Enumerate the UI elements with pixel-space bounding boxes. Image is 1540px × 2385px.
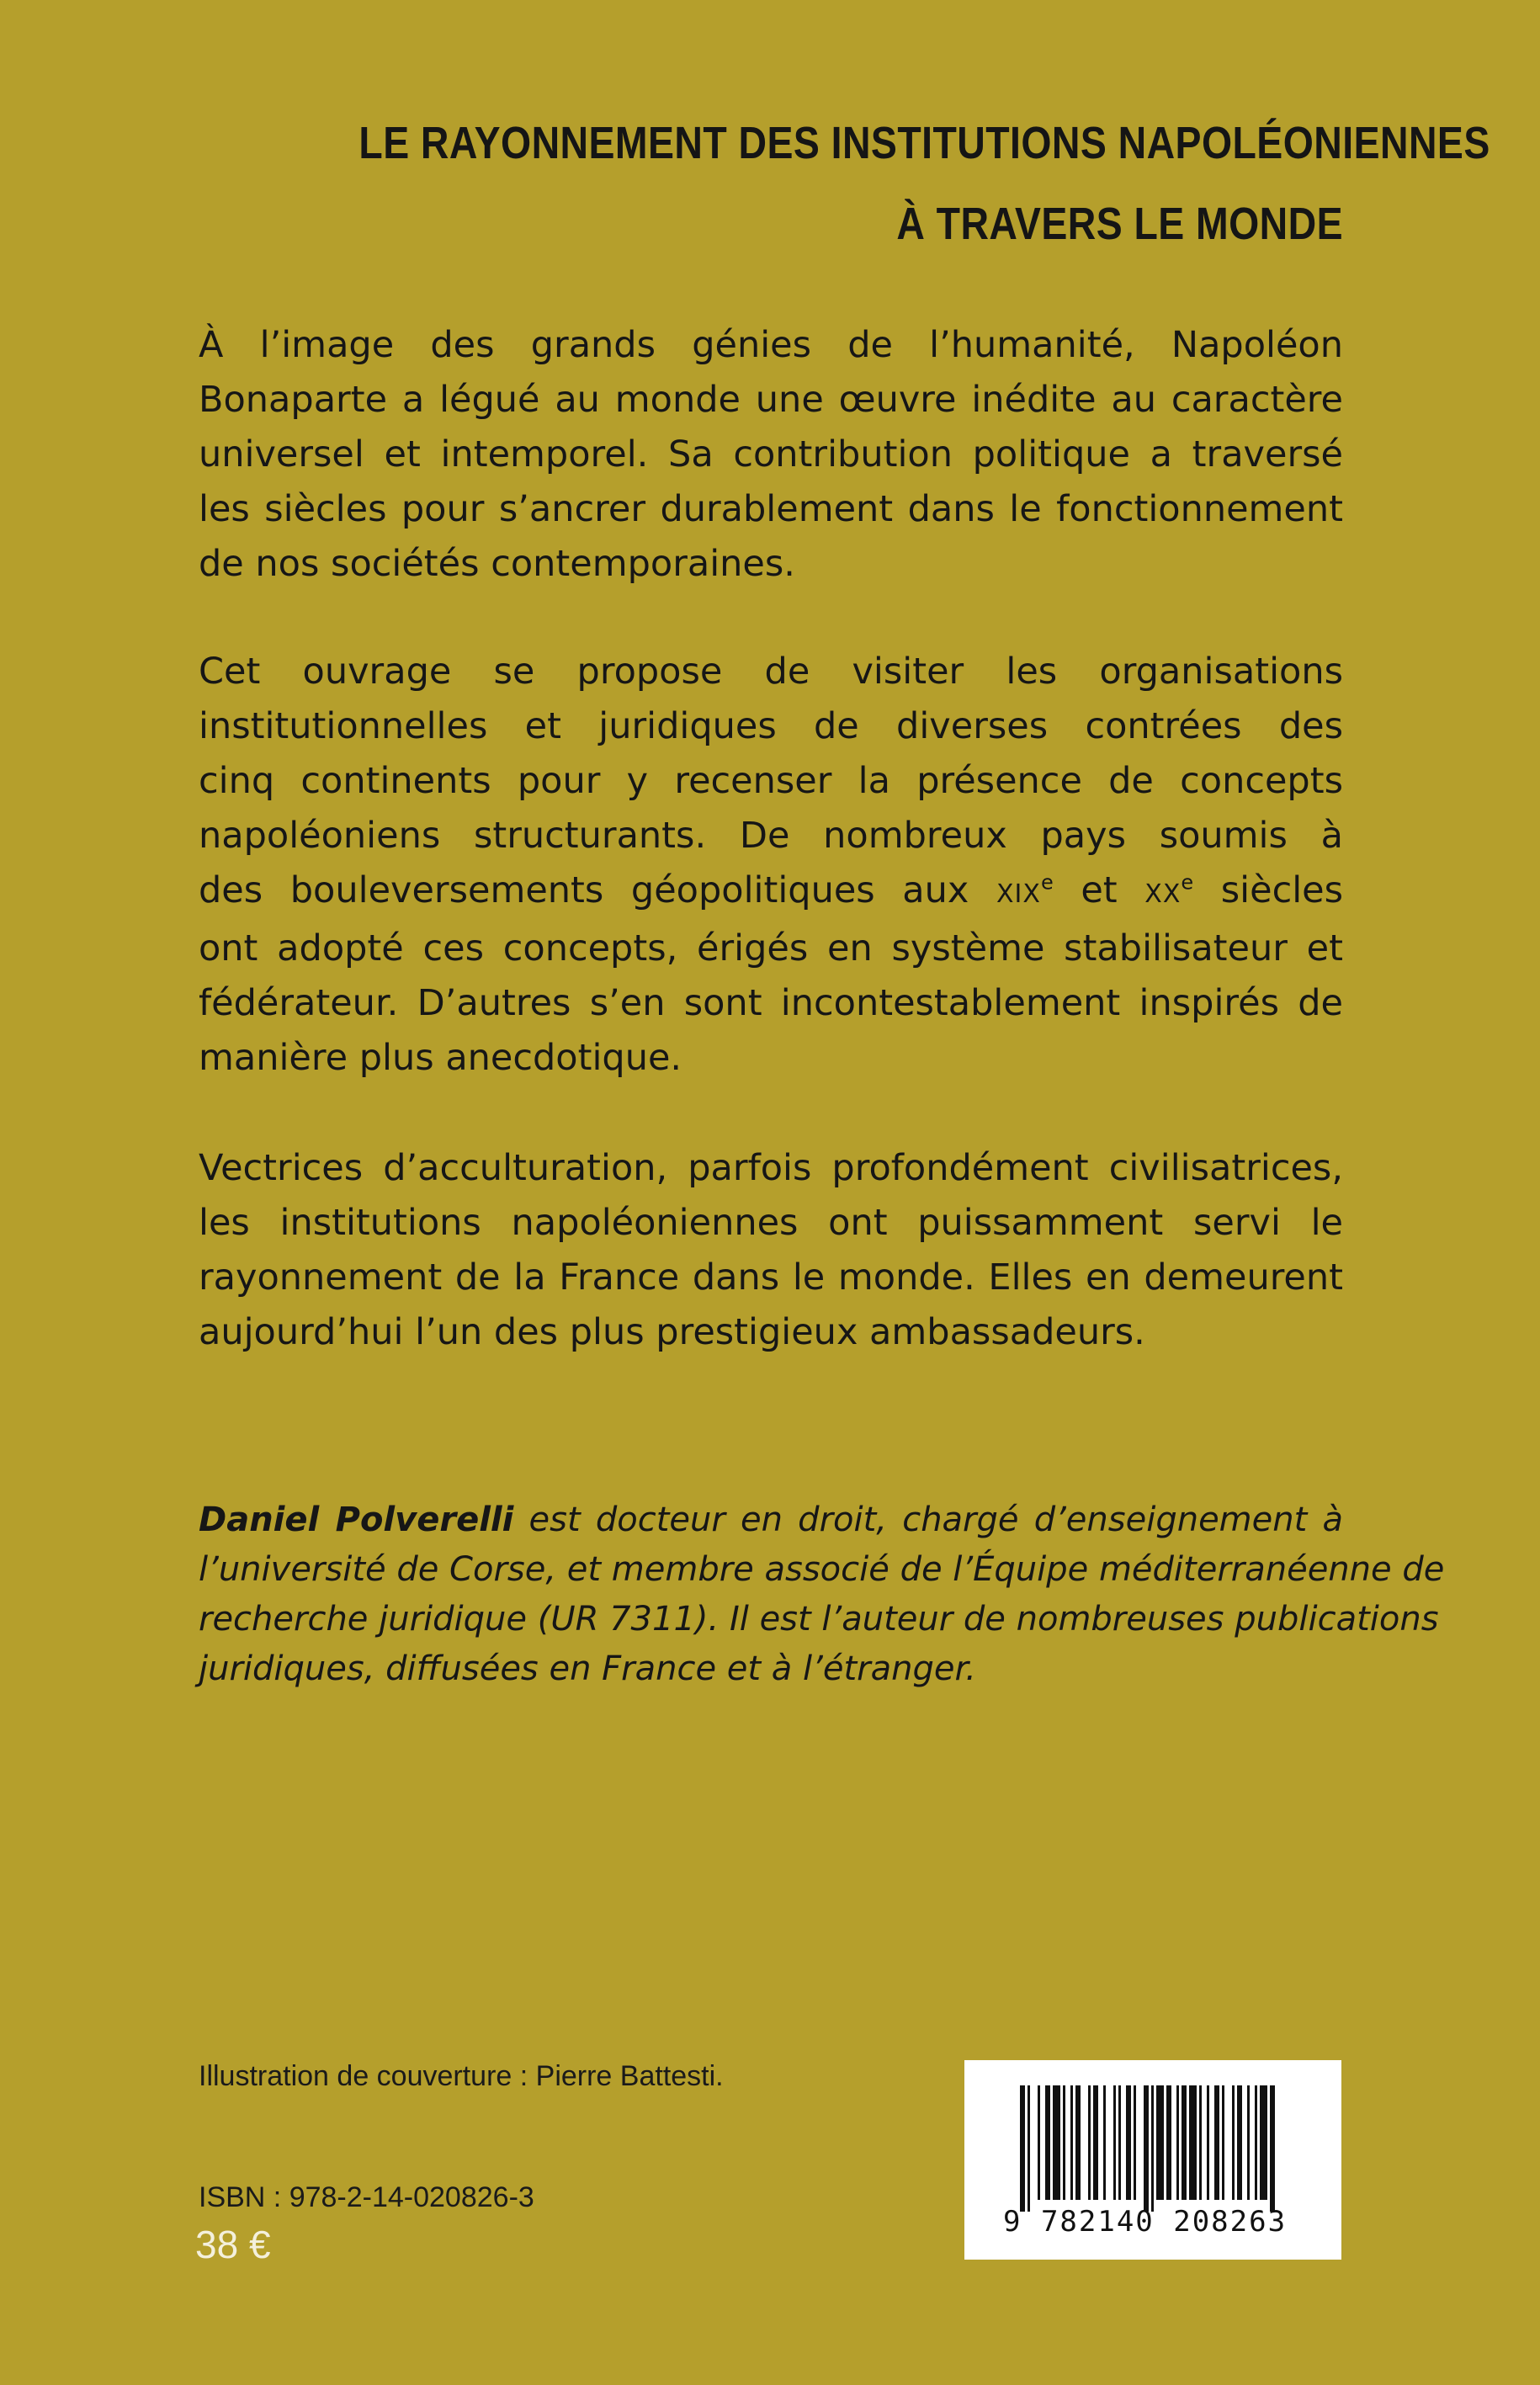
barcode-bar [1088,2085,1091,2200]
text-line-centuries [199,863,1343,922]
text-fragment: des bouleversements géopolitiques aux [199,869,969,911]
text-line: Cet ouvrage se propose de visiter les organisations [199,651,1343,693]
author-name: Daniel Polverelli [199,1501,514,1539]
barcode-bar [1156,2085,1164,2200]
barcode-bar [1093,2085,1098,2200]
isbn: ISBN : 978-2-14-020826-3 [199,2181,534,2213]
text-line: les institutions napoléoniennes ont puissamment servi le [199,1202,1343,1244]
text-line: napoléoniens structurants. De nombreux pays soumis à [199,815,1343,857]
barcode-bar [1020,2085,1025,2212]
barcode-bar [1053,2085,1060,2200]
text-line: Bonaparte a légué au monde une œuvre inédite au caractère [199,379,1343,421]
title-line-2: À TRAVERS LE MONDE [896,199,1343,249]
barcode-bar [1134,2085,1136,2200]
text-line: cinq continents pour y recenser la présence de concepts [199,760,1343,802]
barcode-bar [1176,2085,1179,2200]
text-line: universel et intemporel. Sa contribution politique a traversé [199,433,1343,475]
bio-text: est docteur en droit, chargé d’enseignement à [513,1501,1343,1539]
text-line: institutionnelles et juridiques de diverses contrées des [199,705,1343,747]
barcode-bar [1151,2085,1154,2212]
text-line: de nos sociétés contemporaines. [199,543,795,585]
bio-line: l’université de Corse, et membre associé de l’Équipe méditerranéenne de [199,1550,1445,1589]
barcode-bar [1199,2085,1202,2200]
century-tail: siècles [1220,869,1344,911]
barcode-bar [1075,2085,1081,2200]
barcode-bar [1118,2085,1121,2200]
text-line: aujourd’hui l’un des plus prestigieux ambassadeurs. [199,1311,1145,1353]
text-line: ont adopté ces concepts, érigés en système stabilisateur et [199,927,1343,969]
century-19: XIX [996,879,1041,909]
text-line: rayonnement de la France dans le monde. Elles en demeurent [199,1256,1343,1299]
century-20-sup: e [1181,870,1194,895]
title-line-1: LE RAYONNEMENT DES INSTITUTIONS NAPOLÉONIENNES [358,118,1490,168]
price: 38 € [195,2223,271,2266]
blurb-paragraph-3 [199,1141,1343,1360]
barcode-bar [1045,2085,1050,2200]
author-bio [199,1495,1445,1694]
bio-line-1 [199,1495,1343,1545]
barcode-bar [1182,2085,1187,2200]
bio-line: juridiques, diffusées en France et à l’étranger. [199,1649,976,1688]
barcode-bar [1189,2085,1197,2200]
barcode-bar [1214,2085,1219,2200]
century-and: et [1081,869,1118,911]
text-line: Vectrices d’acculturation, parfois profondément civilisatrices, [199,1147,1343,1189]
barcode-bar [1028,2085,1030,2212]
barcode-bar [1113,2085,1116,2200]
barcode-bar [1166,2085,1171,2200]
book-title [358,103,1490,264]
barcode-bar [1232,2085,1235,2200]
barcode-bar [1207,2085,1209,2200]
text-line: À l’image des grands génies de l’humanité, Napoléon [199,324,1343,366]
barcode-bar [1063,2085,1065,2200]
barcode-bar [1126,2085,1131,2200]
barcode [964,2060,1341,2260]
blurb-paragraph-2 [199,645,1343,1086]
barcode-bar [1255,2085,1257,2200]
bio-line: recherche juridique (UR 7311). Il est l’auteur de nombreuses publications [199,1600,1439,1639]
century-19-sup: e [1040,870,1054,895]
barcode-bar [1260,2085,1267,2200]
barcode-bar [1144,2085,1149,2212]
blurb-paragraph-1 [199,318,1343,592]
barcode-bar [1070,2085,1073,2200]
illustration-credit: Illustration de couverture : Pierre Battesti. [199,2060,724,2092]
text-line: manière plus anecdotique. [199,1037,682,1079]
barcode-bar [1270,2085,1275,2212]
barcode-digits: 9 782140 208263 [1003,2205,1288,2239]
barcode-bar [1038,2085,1040,2200]
barcode-bar [1247,2085,1250,2200]
text-line: fédérateur. D’autres s’en sont incontestablement inspirés de [199,982,1343,1024]
text-line: les siècles pour s’ancrer durablement dans le fonctionnement [199,488,1343,530]
barcode-bar [1222,2085,1224,2200]
barcode-bar [1103,2085,1106,2200]
century-20: XX [1144,879,1182,909]
barcode-bar [1237,2085,1242,2200]
